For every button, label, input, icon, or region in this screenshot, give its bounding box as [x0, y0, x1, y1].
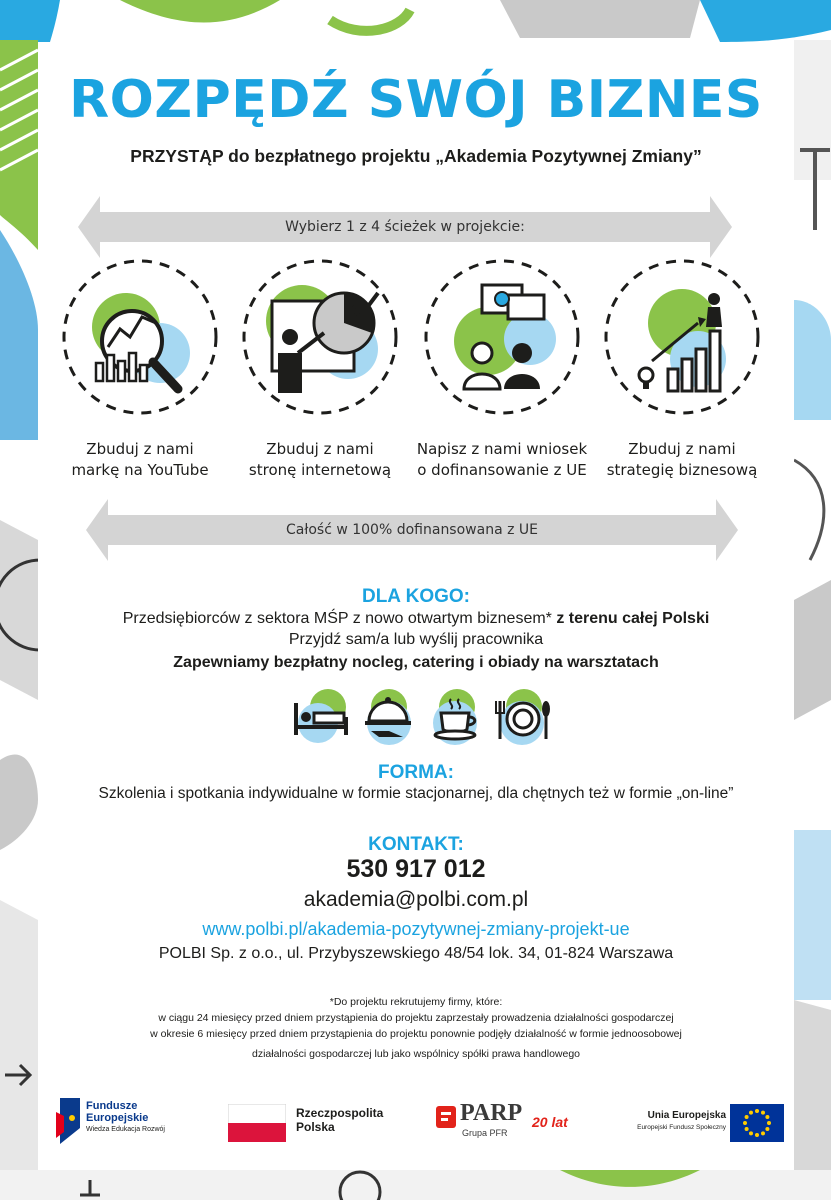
path-label-line1: Napisz z nami wniosek	[416, 440, 588, 458]
parp-mark-icon	[436, 1106, 456, 1128]
path-item-strategy	[594, 257, 770, 481]
growth-strategy-icon	[602, 257, 762, 417]
coffee-icon	[427, 687, 485, 747]
fe-line1: Fundusze	[86, 1100, 138, 1112]
amenities-row	[292, 687, 552, 749]
paths-intro-arrow	[78, 196, 732, 258]
contact-email[interactable]: akademia@polbi.com.pl	[303, 888, 529, 911]
path-label-line2: stronę internetową	[248, 461, 392, 479]
for-whom-line1-bold: z terenu całej Polski	[556, 610, 710, 627]
fe-flag-icon	[56, 1098, 82, 1144]
parp-name: PARP	[460, 1100, 523, 1126]
page-title: ROZPĘDŹ SWÓJ BIZNES	[69, 70, 763, 130]
path-label-line2: markę na YouTube	[71, 461, 209, 479]
eu-flag-icon	[730, 1104, 784, 1142]
subtitle: PRZYSTĄP do bezpłatnego projektu „Akademia Pozytywnej Zmiany”	[130, 146, 702, 166]
paths-intro-text: Wybierz 1 z 4 ścieżek w projekcie:	[285, 219, 525, 235]
for-whom-line2: Przyjdź sam/a lub wyślij pracownika	[288, 631, 544, 648]
logo-unia-europejska	[608, 1092, 784, 1152]
for-whom-line1-regular: Przedsiębiorców z sektora MŚP z nowo otwartym biznesem*	[122, 610, 557, 627]
rp-line2: Polska	[296, 1120, 335, 1134]
contact-phone[interactable]: 530 917 012	[346, 855, 486, 883]
footnote-line4: działalności gospodarczej lub jako wspólnicy spółki prawa handlowego	[251, 1048, 581, 1060]
path-label-line1: Zbuduj z nami	[86, 440, 194, 458]
fe-line3: Wiedza Edukacja Rozwój	[86, 1126, 165, 1133]
cloche-icon	[359, 687, 417, 747]
ue-line2: Europejski Fundusz Społeczny	[637, 1124, 726, 1131]
footnote	[38, 994, 794, 1062]
footnote-line1: *Do projektu rekrutujemy firmy, które:	[329, 996, 503, 1008]
contact-heading: KONTAKT:	[368, 834, 464, 855]
for-whom-line1	[38, 610, 794, 628]
logo-parp	[436, 1092, 586, 1152]
path-label-line1: Zbuduj z nami	[266, 440, 374, 458]
polish-flag-icon	[228, 1104, 286, 1142]
path-label-line2: o dofinansowanie z UE	[417, 461, 587, 479]
logo-fundusze-europejskie	[56, 1092, 206, 1152]
path-item-website	[232, 257, 408, 481]
parp-group: Grupa PFR	[462, 1128, 508, 1138]
parp-anniversary: 20 lat	[532, 1114, 568, 1130]
contact-website[interactable]: www.polbi.pl/akademia-pozytywnej-zmiany-projekt-ue	[202, 919, 630, 939]
for-whom-line3: Zapewniamy bezpłatny nocleg, catering i obiady na warsztatach	[173, 654, 659, 671]
form-heading: FORMA:	[378, 762, 454, 783]
logo-rzeczpospolita-polska	[228, 1092, 408, 1152]
for-whom-heading: DLA KOGO:	[361, 586, 470, 607]
presentation-icon	[240, 257, 400, 417]
bed-icon	[292, 687, 350, 747]
form-text: Szkolenia i spotkania indywidualne w formie stacjonarnej, dla chętnych też w formie „on-line”	[98, 785, 734, 802]
plate-icon	[494, 687, 552, 747]
footnote-line2: w ciągu 24 miesięcy przed dniem przystąpienia do projektu zaprzestały prowadzenia działalności gospodarczej	[158, 1012, 674, 1024]
contact-address: POLBI Sp. z o.o., ul. Przybyszewskiego 48/54 lok. 34, 01-824 Warszawa	[158, 945, 674, 962]
funding-arrow	[86, 499, 738, 561]
path-label-line1: Zbuduj z nami	[628, 440, 736, 458]
magnifier-chart-icon	[60, 257, 220, 417]
fe-line2: Europejskie	[86, 1112, 149, 1124]
rp-line1: Rzeczpospolita	[296, 1106, 384, 1120]
consultation-icon	[422, 257, 582, 417]
footnote-line3: w okresie 6 miesięcy przed dniem przystąpienia do projektu ponownie podjęły działalność w formie jednoosobowej	[150, 1028, 682, 1040]
path-label-line2: strategię biznesową	[606, 461, 758, 479]
path-item-eu-application	[414, 257, 590, 481]
poster-panel	[38, 42, 794, 1170]
path-item-youtube	[52, 257, 228, 481]
logos-bar	[38, 1092, 794, 1152]
ue-line1: Unia Europejska	[647, 1110, 726, 1121]
funding-text: Całość w 100% dofinansowana z UE	[286, 522, 538, 538]
